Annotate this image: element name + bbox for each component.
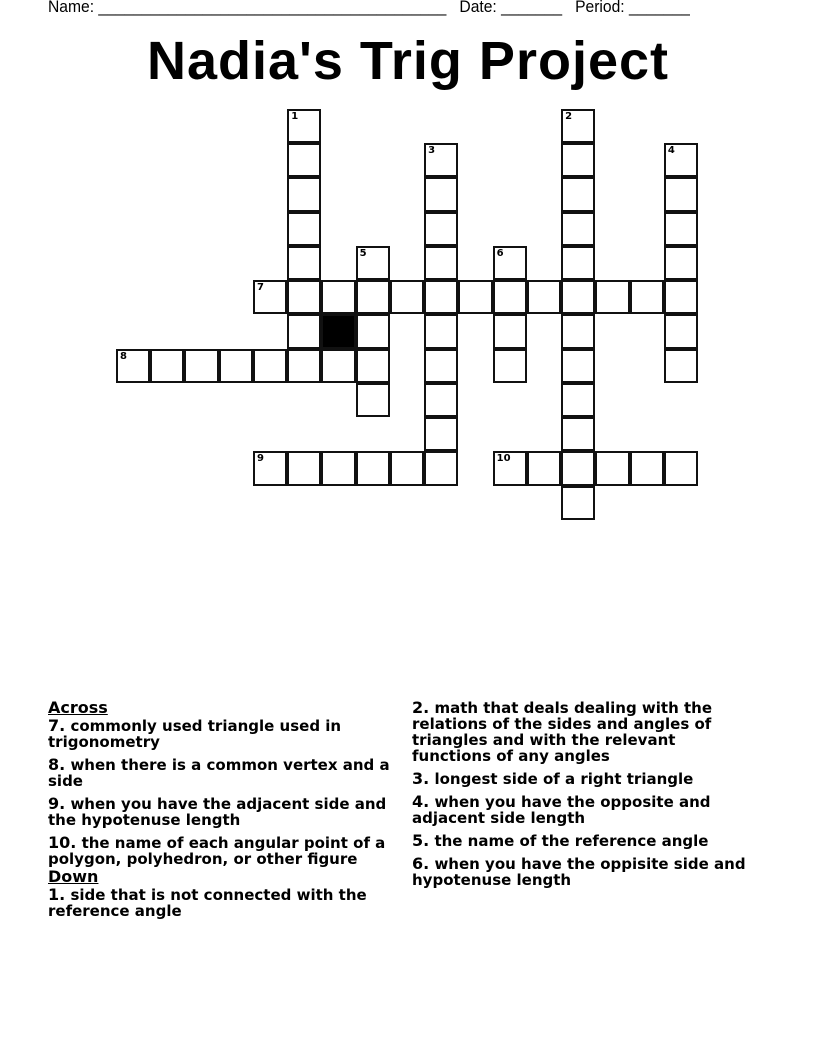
name-blank[interactable]: ________________________________________ — [98, 0, 447, 16]
grid-cell[interactable] — [424, 212, 458, 246]
grid-cell[interactable] — [664, 246, 698, 280]
grid-cell[interactable] — [321, 280, 355, 314]
clue-text: commonly used triangle used in trigonometry — [48, 717, 342, 751]
grid-cell[interactable] — [561, 109, 595, 143]
grid-cell[interactable] — [287, 314, 321, 348]
clue-number: 1. — [48, 885, 66, 904]
grid-cell[interactable] — [184, 349, 218, 383]
grid-cell[interactable] — [287, 143, 321, 177]
grid-cell[interactable] — [630, 451, 664, 485]
grid-cell[interactable] — [664, 177, 698, 211]
grid-cell[interactable] — [561, 246, 595, 280]
name-label: Name: — [48, 0, 95, 16]
grid-cell[interactable] — [630, 280, 664, 314]
clue-number-label: 10 — [496, 453, 511, 465]
clue-number: 5. — [412, 831, 430, 850]
grid-cell[interactable] — [664, 280, 698, 314]
grid-cell[interactable] — [356, 280, 390, 314]
clue-number: 9. — [48, 794, 66, 813]
clue-text: when you have the opposite and adjacent side length — [412, 793, 711, 827]
grid-cell[interactable] — [150, 349, 184, 383]
grid-cell[interactable] — [664, 349, 698, 383]
grid-cell[interactable] — [424, 143, 458, 177]
grid-cell[interactable] — [390, 451, 424, 485]
clue-text: when there is a common vertex and a side — [48, 756, 390, 790]
clue-number: 2. — [412, 698, 430, 717]
clue-number-label: 4 — [667, 145, 675, 157]
clue-across-8 — [48, 757, 398, 789]
black-cell — [321, 314, 355, 348]
grid-cell[interactable] — [424, 349, 458, 383]
grid-cell[interactable] — [287, 109, 321, 143]
clue-text: the name of the reference angle — [429, 832, 709, 850]
clue-number-label: 2 — [565, 111, 573, 122]
clue-text: math that deals dealing with the relations of the sides and angles of triangles and with the relevant functions of any angles — [412, 699, 712, 765]
clue-number-label: 5 — [359, 247, 367, 259]
clue-across-7 — [48, 718, 398, 750]
grid-cell[interactable] — [493, 314, 527, 348]
clue-down-6 — [412, 856, 752, 888]
grid-cell[interactable] — [424, 246, 458, 280]
grid-cell[interactable] — [561, 314, 595, 348]
grid-cell[interactable] — [561, 212, 595, 246]
grid-cell[interactable] — [287, 246, 321, 280]
grid-cell[interactable] — [664, 451, 698, 485]
grid-cell[interactable] — [287, 177, 321, 211]
grid-cell[interactable] — [116, 349, 150, 383]
page-title: Nadia's Trig Project — [146, 31, 669, 91]
grid-cell[interactable] — [424, 451, 458, 485]
clue-number-label: 7 — [256, 282, 264, 294]
grid-cell[interactable] — [527, 451, 561, 485]
clue-number: 3. — [412, 769, 430, 788]
grid-cell[interactable] — [561, 349, 595, 383]
clue-number-label: 8 — [120, 350, 127, 362]
clue-number: 4. — [412, 792, 430, 811]
clues-column-right — [412, 700, 752, 895]
grid-cell[interactable] — [424, 314, 458, 348]
grid-cell[interactable] — [356, 383, 390, 417]
clue-down-1 — [48, 887, 398, 919]
grid-cell[interactable] — [664, 212, 698, 246]
grid-cell[interactable] — [356, 451, 390, 485]
grid-cell[interactable] — [424, 177, 458, 211]
grid-cell[interactable] — [287, 349, 321, 383]
clue-number: 10. — [48, 833, 77, 852]
grid-cell[interactable] — [493, 349, 527, 383]
grid-cell[interactable] — [219, 349, 253, 383]
clue-number-label: 3 — [428, 145, 436, 157]
date-blank[interactable]: _______ — [501, 0, 563, 16]
clue-text: when you have the adjacent side and the hypotenuse length — [48, 795, 387, 829]
grid-cell[interactable] — [390, 280, 424, 314]
grid-cell[interactable] — [561, 383, 595, 417]
grid-cell[interactable] — [595, 451, 629, 485]
grid-cell[interactable] — [424, 417, 458, 451]
clue-number: 8. — [48, 755, 66, 774]
grid-cell[interactable] — [253, 280, 287, 314]
grid-cell[interactable] — [424, 280, 458, 314]
clue-number-label: 1 — [291, 111, 299, 122]
grid-cell[interactable] — [356, 246, 390, 280]
grid-cell[interactable] — [527, 280, 561, 314]
grid-cell[interactable] — [287, 451, 321, 485]
grid-cell[interactable] — [561, 143, 595, 177]
grid-cell[interactable] — [458, 280, 492, 314]
clue-text: the name of each angular point of a polygon, polyhedron, or other figure — [48, 834, 386, 868]
grid-cell[interactable] — [561, 177, 595, 211]
clue-number-label: 6 — [496, 247, 504, 259]
across-heading: Across — [48, 698, 108, 717]
grid-cell[interactable] — [356, 314, 390, 348]
down-heading: Down — [48, 867, 99, 886]
grid-cell[interactable] — [664, 143, 698, 177]
clue-text: side that is not connected with the reference angle — [48, 886, 367, 920]
clue-down-3 — [412, 771, 752, 787]
grid-cell[interactable] — [493, 246, 527, 280]
grid-cell[interactable] — [424, 383, 458, 417]
clue-down-5 — [412, 833, 752, 849]
clue-down-4 — [412, 794, 752, 826]
clue-across-10 — [48, 835, 398, 867]
grid-cell[interactable] — [493, 280, 527, 314]
clue-number: 6. — [412, 854, 430, 873]
grid-cell[interactable] — [561, 486, 595, 520]
grid-cell[interactable] — [561, 451, 595, 485]
grid-cell[interactable] — [664, 314, 698, 348]
clues-column-left — [48, 700, 398, 926]
grid-cell[interactable] — [253, 451, 287, 485]
clue-text: longest side of a right triangle — [429, 770, 694, 788]
grid-cell[interactable] — [356, 349, 390, 383]
grid-cell[interactable] — [253, 349, 287, 383]
clue-down-2 — [412, 700, 752, 764]
clue-number-label: 9 — [256, 453, 264, 465]
clue-number: 7. — [48, 716, 66, 735]
period-blank[interactable]: _______ — [628, 0, 690, 16]
date-label: Date: — [459, 0, 497, 16]
clue-text: when you have the oppisite side and hypotenuse length — [412, 855, 746, 889]
grid-cell[interactable] — [561, 417, 595, 451]
grid-cell[interactable] — [561, 280, 595, 314]
grid-cell[interactable] — [287, 212, 321, 246]
clue-across-9 — [48, 796, 398, 828]
grid-cell[interactable] — [595, 280, 629, 314]
grid-cell[interactable] — [287, 280, 321, 314]
grid-cell[interactable] — [321, 451, 355, 485]
period-label: Period: — [575, 0, 625, 16]
grid-cell[interactable] — [493, 451, 527, 485]
grid-cell[interactable] — [321, 349, 355, 383]
